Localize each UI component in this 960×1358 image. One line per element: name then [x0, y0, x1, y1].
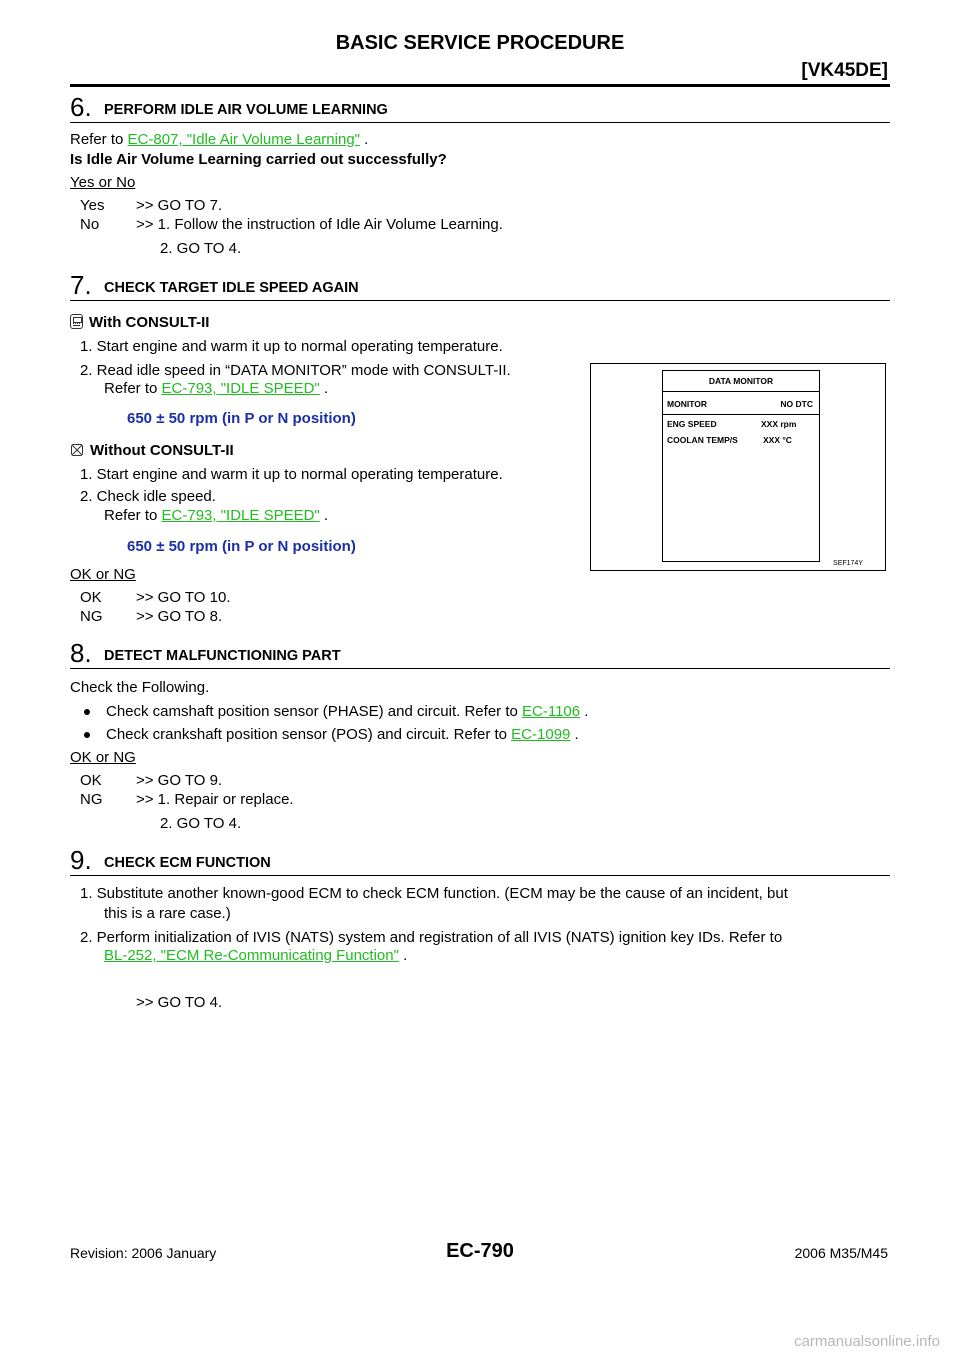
step-8-choice: OK or NG	[70, 749, 136, 766]
idle-speed-spec: 650 ± 50 rpm (in P or N position)	[127, 410, 356, 427]
no-consult-tool-icon	[70, 443, 84, 457]
step-8-intro: Check the Following.	[70, 679, 210, 696]
step-7-choice: OK or NG	[70, 566, 136, 583]
header-rule	[70, 84, 890, 87]
consult-tool-icon	[70, 314, 83, 329]
revision-date: Revision: 2006 January	[70, 1245, 217, 1261]
monitor-row: COOLAN TEMP/S XXX °C	[667, 435, 792, 445]
link-ec-1099[interactable]: EC-1099	[511, 726, 571, 743]
step-6-question: Is Idle Air Volume Learning carried out successfully?	[70, 151, 447, 168]
link-ec-807[interactable]: EC-807, "Idle Air Volume Learning"	[127, 131, 360, 148]
step-6-yes-label: Yes	[80, 197, 105, 214]
step-title: CHECK ECM FUNCTION	[104, 855, 271, 871]
step-8-heading	[70, 638, 890, 669]
link-bl-252[interactable]: BL-252, "ECM Re-Communicating Function"	[104, 947, 399, 964]
data-monitor-figure	[590, 363, 886, 571]
step-number: 6.	[70, 92, 92, 122]
step-8-ok-text: >> GO TO 9.	[136, 772, 223, 789]
screen-title: DATA MONITOR	[663, 371, 819, 392]
bullet-icon	[84, 709, 90, 715]
step-6-yes-text: >> GO TO 7.	[136, 197, 223, 214]
with-consult-step-2: 2. Read idle speed in “DATA MONITOR” mode with CONSULT-II.	[80, 362, 511, 379]
step-title: PERFORM IDLE AIR VOLUME LEARNING	[104, 102, 388, 118]
without-consult-step-1: 1. Start engine and warm it up to normal operating temperature.	[80, 466, 503, 483]
with-consult-refer: Refer to EC-793, "IDLE SPEED" .	[104, 380, 329, 397]
step-number: 7.	[70, 270, 92, 300]
step-8-ng-label: NG	[80, 791, 103, 808]
list-item: Check camshaft position sensor (PHASE) and circuit. Refer to EC-1106 .	[84, 703, 588, 720]
monitor-row: ENG SPEED XXX rpm	[667, 419, 797, 429]
engine-model-tag: [VK45DE]	[801, 60, 888, 81]
step-6-heading	[70, 92, 890, 123]
with-consult-step-1: 1. Start engine and warm it up to normal operating temperature.	[80, 338, 503, 355]
step-7-heading	[70, 270, 890, 301]
step-9-result: >> GO TO 4.	[136, 994, 223, 1011]
step-6-no-label: No	[80, 216, 100, 233]
step-number: 8.	[70, 638, 92, 668]
step-9-item-1-cont: this is a rare case.)	[104, 905, 231, 922]
step-9-item-2-cont: BL-252, "ECM Re-Communicating Function" .	[104, 947, 408, 964]
vehicle-model: 2006 M35/M45	[794, 1245, 888, 1261]
column-monitor: MONITOR	[667, 399, 707, 409]
figure-code: SEF174Y	[833, 560, 863, 567]
link-ec-1106[interactable]: EC-1106	[522, 703, 581, 720]
step-7-ok-label: OK	[80, 589, 102, 606]
page-number: EC-790	[446, 1240, 514, 1262]
step-8-ng-text: >> 1. Repair or replace.	[136, 791, 294, 808]
step-number: 9.	[70, 845, 92, 875]
watermark: carmanualsonline.info	[794, 1333, 940, 1350]
step-9-item-1: 1. Substitute another known-good ECM to check ECM function. (ECM may be the cause of an incident, but	[80, 885, 788, 902]
screen-column-header	[663, 392, 819, 415]
step-title: DETECT MALFUNCTIONING PART	[104, 648, 341, 664]
link-ec-793[interactable]: EC-793, "IDLE SPEED"	[161, 507, 320, 524]
step-7-ng-label: NG	[80, 608, 103, 625]
step-9-item-2: 2. Perform initialization of IVIS (NATS) system and registration of all IVIS (NATS) ignition key IDs. Refer to	[80, 929, 783, 946]
consult-screen	[662, 370, 820, 562]
without-consult-heading: Without CONSULT-II	[70, 442, 234, 459]
with-consult-heading: With CONSULT-II	[70, 314, 209, 331]
bullet-icon	[84, 732, 90, 738]
step-8-ng-text-2: 2. GO TO 4.	[160, 815, 242, 832]
step-9-heading	[70, 845, 890, 876]
idle-speed-spec: 650 ± 50 rpm (in P or N position)	[127, 538, 356, 555]
step-7-ok-text: >> GO TO 10.	[136, 589, 231, 606]
step-6-refer: Refer to EC-807, "Idle Air Volume Learning" .	[70, 131, 369, 148]
step-title: CHECK TARGET IDLE SPEED AGAIN	[104, 280, 359, 296]
link-ec-793[interactable]: EC-793, "IDLE SPEED"	[161, 380, 320, 397]
step-8-ok-label: OK	[80, 772, 102, 789]
step-7-ng-text: >> GO TO 8.	[136, 608, 223, 625]
step-6-no-text-2: 2. GO TO 4.	[160, 240, 242, 257]
list-item: Check crankshaft position sensor (POS) and circuit. Refer to EC-1099 .	[84, 726, 579, 743]
step-6-no-text: >> 1. Follow the instruction of Idle Air Volume Learning.	[136, 216, 503, 233]
without-consult-step-2: 2. Check idle speed.	[80, 488, 216, 505]
step-6-choice: Yes or No	[70, 174, 136, 191]
without-consult-refer: Refer to EC-793, "IDLE SPEED" .	[104, 507, 329, 524]
column-dtc: NO DTC	[780, 399, 813, 409]
page-title: BASIC SERVICE PROCEDURE	[335, 32, 625, 54]
